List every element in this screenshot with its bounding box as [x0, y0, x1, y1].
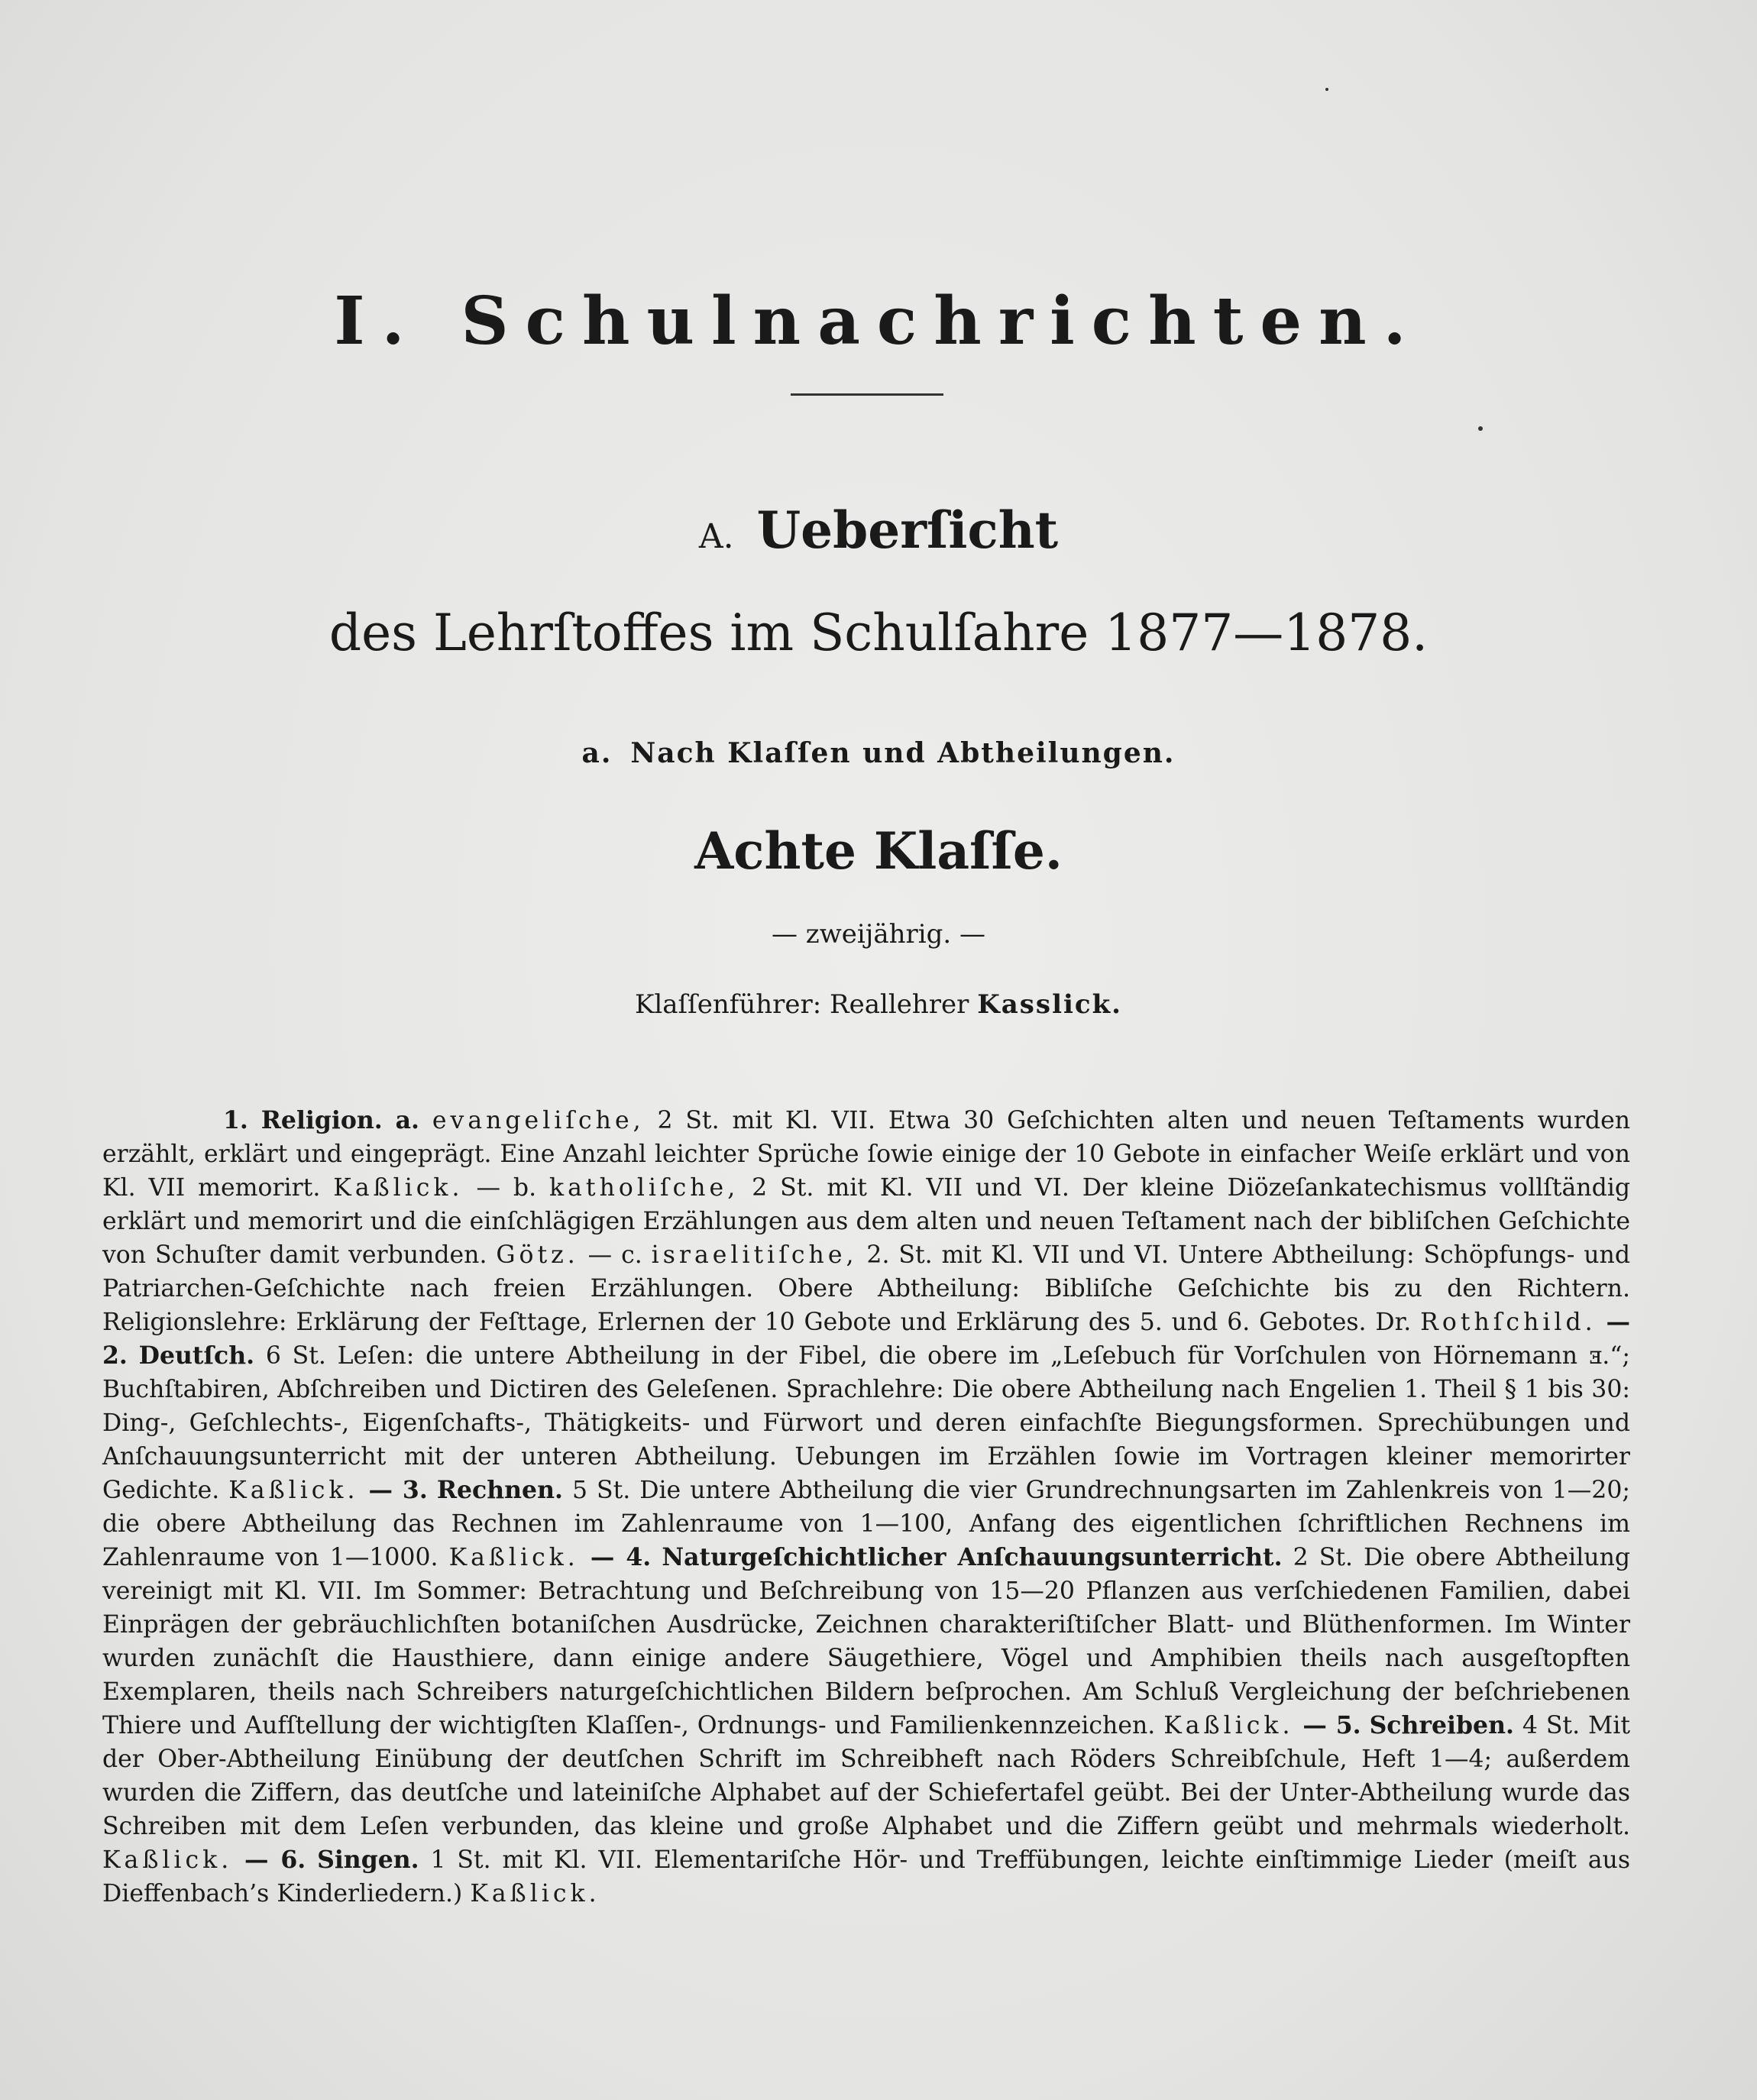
subject-heading-writing: Schreiben. [1369, 1711, 1514, 1739]
teacher-name: Kaßlick. [333, 1174, 464, 1202]
paper-speck [1325, 88, 1328, 91]
paragraph-text: 2 St. mit Kl. VII und VI. Der kleine Diözeſankatechismus vollſtändig erklärt und memorirt und die einſchlägigen Erzählungen aus dem alten und neuen Teſtament nach der bibliſchen Geſchichte von Schuſter damit verbunden. [102, 1174, 1631, 1269]
subject-number: — 3. [358, 1476, 428, 1504]
teacher-name: Kaßlick. [1163, 1712, 1294, 1739]
subject-number: 1. [223, 1106, 248, 1134]
teacher-name: Götz. [496, 1241, 579, 1269]
part-label: — c. [578, 1241, 642, 1269]
teacher-name: Kaßlick. [448, 1544, 579, 1571]
subject-number: — 6. [232, 1846, 306, 1874]
section-title: Ueberſicht [756, 500, 1059, 560]
paragraph-text: 2. St. mit Kl. VII und VI. Untere Abtheilung: Schöpfungs- und Patriarchen-Geſchichte nach freien Erzählungen. Obere Abtheilung: Bibliſche Geſchichte bis zu den Richtern. Religionslehre: Erklärung der Feſttage, Erlernen der 10 Gebote und Erklärung des 5. und 6. Gebotes. Dr. [102, 1241, 1630, 1336]
subject-heading-arithmetic: Rechnen. [436, 1476, 563, 1504]
paragraph-text: 5 St. Die untere Abtheilung die vier Grundrechnungsarten im Zahlenkreis von 1—20; die obere Abtheilung das Rechnen im Zahlenraume von 1—100, Anfang des eigentlichen ſchriftlichen Rechnens im Zahlenraume von 1—1000. [102, 1477, 1630, 1571]
subject-heading-singing: Singen. [317, 1846, 419, 1874]
curriculum-paragraph [102, 1104, 1630, 1911]
religion-type: katholiſche, [549, 1174, 739, 1202]
section-subtitle: des Lehrſtoffes im Schulſahre 1877—1878. [328, 603, 1429, 662]
main-title: I. Schulnachrichten. [334, 283, 1423, 360]
religion-type: israelitiſche, [651, 1241, 858, 1269]
section-letter: A. [698, 517, 734, 556]
subject-heading-german: Deutſch. [138, 1341, 255, 1370]
subject-number: — 2. [102, 1308, 1631, 1370]
class-leader-name: Kasslick. [977, 989, 1122, 1020]
teacher-name: Kaßlick. [228, 1477, 359, 1504]
subsection-letter: a. [581, 737, 613, 769]
part-label: — b. [463, 1174, 537, 1202]
teacher-name: Kaßlick. [102, 1846, 233, 1874]
section-heading [0, 500, 1757, 560]
paragraph-text: 6 St. Leſen: die untere Abtheilung in der Fibel, die obere im „Leſebuch für Vorſchulen von Hörnemann ⱻ.“; Buchſtabiren, Abſchreiben und Dictiren des Geleſenen. Sprachlehre: Die obere Abtheilung nach Engelien 1. Theil § 1 bis 30: Ding-, Geſchlechts-, Eigenſchafts-, Thätigkeits- und Fürwort und deren einfachſte Biegungsformen. Sprechübungen und Anſchauungsunterricht mit der unteren Abtheilung. Uebungen im Erzählen ſowie im Vortragen kleiner memorirter Gedichte. [102, 1342, 1630, 1504]
subject-heading-nature: Naturgeſchichtlicher Anſchauungsunterricht. [662, 1543, 1283, 1571]
paragraph-text: 4 St. Mit der Ober-Abtheilung Einübung der deutſchen Schrift im Schreibheft nach Röders Schreibſchule, Heft 1—4; außerdem wurden die Ziffern, das deutſche und lateiniſche Alphabet auf der Schiefertafel geübt. Bei der Unter-Abtheilung wurde das Schreiben mit dem Leſen verbunden, das kleine und große Alphabet und die Ziffern geübt und mehrmals wiederholt. [102, 1712, 1630, 1840]
class-leader-label: Klaſſenführer: Reallehrer [635, 989, 969, 1020]
teacher-name: Kaßlick. [470, 1880, 600, 1907]
part-label: a. [395, 1106, 420, 1134]
subject-number: — 4. [578, 1543, 652, 1571]
subsection-title: Nach Klaſſen und Abtheilungen. [630, 737, 1176, 769]
subject-heading-religion: Religion. [260, 1106, 383, 1134]
title-divider [791, 393, 943, 396]
class-leader [0, 989, 1757, 1020]
class-duration: — zweijährig. — [771, 919, 986, 950]
paragraph-text: 2 St. Die obere Abtheilung vereinigt mit Kl. VII. Im Sommer: Betrachtung und Beſchreibung von 15—20 Pflanzen aus verſchiedenen Familien, dabei Einprägen der gebräuchlichſten botaniſchen Ausdrücke, Zeichnen charakteriſtiſcher Blatt- und Blüthenformen. Im Winter wurden zunächſt die Hausthiere, dann einige andere Säugethiere, Vögel und Amphibien theils nach ausgeſtopften Exemplaren, theils nach Schreibers naturgeſchichtlichen Bildern beſprochen. Am Schluß Vergleichung der beſchriebenen Thiere und Aufſtellung der wichtigſten Klaſſen-, Ordnungs- und Familienkennzeichen. [102, 1544, 1631, 1739]
paragraph-text: 2 St. mit Kl. VII. Etwa 30 Geſchichten alten und neuen Teſtaments wurden erzählt, erklärt und eingeprägt. Eine Anzahl leichter Sprüche ſowie einige der 10 Gebote in einfacher Weiſe erklärt und von Kl. VII memorirt. [102, 1107, 1630, 1202]
paper-speck [1478, 426, 1483, 431]
subsection-heading [0, 737, 1757, 769]
paragraph-text: 1 St. mit Kl. VII. Elementariſche Hör- und Treffübungen, leichte einſtimmige Lieder (meiſt aus Dieffenbach’s Kinderliedern.) [102, 1846, 1630, 1907]
subject-number: — 5. [1293, 1711, 1361, 1739]
teacher-name: Rothſchild. [1420, 1309, 1597, 1336]
class-title: Achte Klaſſe. [694, 821, 1063, 881]
religion-type: evangeliſche, [432, 1107, 645, 1134]
